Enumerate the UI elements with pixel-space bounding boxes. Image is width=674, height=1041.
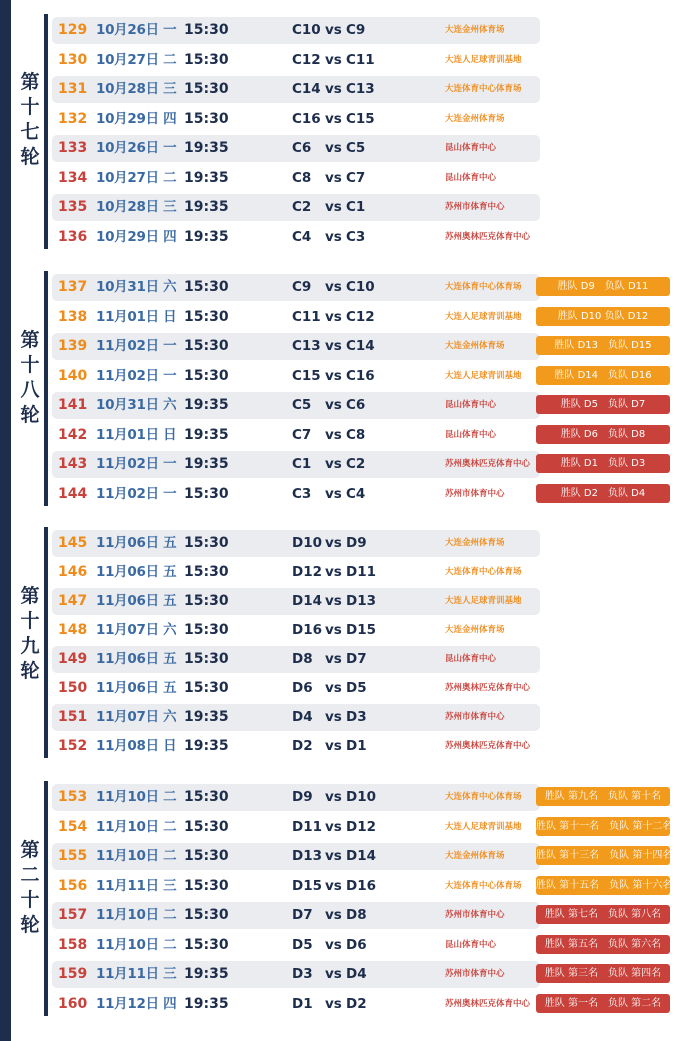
match-row bbox=[52, 450, 674, 478]
venue: 昆山体育中心 bbox=[445, 654, 497, 664]
vs-label: vs bbox=[325, 228, 342, 245]
venue: 苏州市体育中心 bbox=[445, 969, 505, 979]
home-team: C13 bbox=[292, 338, 321, 354]
match-number: 141 bbox=[58, 397, 88, 413]
round-label-char: 第 bbox=[20, 585, 40, 607]
match-date: 11月10日 二 bbox=[96, 789, 177, 805]
away-team: C2 bbox=[346, 456, 366, 472]
venue: 大连金州体育场 bbox=[445, 113, 505, 124]
round-label bbox=[14, 838, 46, 938]
vs-label: vs bbox=[325, 367, 342, 384]
match-date: 10月27日 二 bbox=[96, 51, 177, 68]
round-label-char: 十 bbox=[20, 354, 40, 376]
match-date: 11月12日 四 bbox=[96, 995, 177, 1012]
round-label-char: 轮 bbox=[20, 914, 40, 936]
venue: 昆山体育中心 bbox=[445, 429, 497, 440]
match-row bbox=[52, 105, 674, 133]
match-date: 11月11日 三 bbox=[96, 966, 177, 982]
match-time: 15:30 bbox=[184, 622, 229, 638]
venue: 苏州市体育中心 bbox=[445, 488, 505, 499]
match-date: 10月26日 一 bbox=[96, 140, 177, 156]
match-row bbox=[52, 674, 674, 702]
round-section bbox=[0, 14, 674, 255]
match-time: 19:35 bbox=[184, 397, 229, 413]
home-team: C3 bbox=[292, 485, 312, 502]
home-team: C14 bbox=[292, 81, 321, 97]
venue: 大连人足球青训基地 bbox=[445, 311, 522, 322]
away-team: C9 bbox=[346, 22, 366, 38]
match-row bbox=[52, 391, 674, 419]
match-date: 11月08日 日 bbox=[96, 738, 177, 754]
result-note: 胜队 第一名 负队 第二名 bbox=[536, 994, 670, 1013]
home-team: C9 bbox=[292, 279, 312, 295]
match-time: 15:30 bbox=[184, 51, 229, 68]
vs-label: vs bbox=[325, 51, 342, 68]
match-number: 158 bbox=[58, 936, 88, 953]
match-time: 15:30 bbox=[184, 680, 229, 696]
home-team: D12 bbox=[292, 564, 322, 580]
result-note: 胜队 第九名 负队 第十名 bbox=[536, 787, 670, 806]
vs-label: vs bbox=[325, 818, 342, 835]
round-label bbox=[14, 328, 46, 428]
away-team: D13 bbox=[346, 593, 376, 609]
venue: 苏州奥林匹克体育中心 bbox=[445, 741, 531, 751]
round-label bbox=[14, 584, 46, 684]
away-team: D4 bbox=[346, 966, 367, 982]
result-note: 胜队 第十三名 负队 第十四名 bbox=[536, 846, 670, 865]
venue: 大连金州体育场 bbox=[445, 851, 505, 861]
match-time: 15:30 bbox=[184, 22, 229, 38]
match-number: 154 bbox=[58, 818, 88, 835]
match-time: 15:30 bbox=[184, 535, 229, 551]
vs-label: vs bbox=[325, 279, 342, 295]
match-number: 156 bbox=[58, 877, 88, 894]
match-date: 11月07日 六 bbox=[96, 709, 177, 725]
home-team: C5 bbox=[292, 397, 312, 413]
result-note: 胜队 D2 负队 D4 bbox=[536, 484, 670, 503]
match-number: 159 bbox=[58, 966, 88, 982]
vs-label: vs bbox=[325, 622, 342, 638]
match-date: 11月02日 一 bbox=[96, 456, 177, 472]
match-date: 11月06日 五 bbox=[96, 593, 177, 609]
match-row bbox=[52, 303, 674, 331]
home-team: D1 bbox=[292, 995, 313, 1012]
match-time: 19:35 bbox=[184, 709, 229, 725]
venue: 大连体育中心体育场 bbox=[445, 792, 522, 802]
match-row bbox=[52, 960, 674, 988]
vs-label: vs bbox=[325, 535, 342, 551]
home-team: D7 bbox=[292, 907, 313, 923]
match-number: 129 bbox=[58, 22, 88, 38]
vs-label: vs bbox=[325, 738, 342, 754]
round-label-char: 轮 bbox=[20, 404, 40, 426]
home-team: D5 bbox=[292, 936, 313, 953]
match-time: 19:35 bbox=[184, 169, 229, 186]
away-team: D3 bbox=[346, 709, 367, 725]
match-number: 146 bbox=[58, 564, 88, 580]
vs-label: vs bbox=[325, 877, 342, 894]
venue: 苏州奥林匹克体育中心 bbox=[445, 231, 531, 242]
vs-label: vs bbox=[325, 199, 342, 215]
match-row bbox=[52, 480, 674, 508]
match-number: 136 bbox=[58, 228, 88, 245]
match-date: 11月10日 二 bbox=[96, 907, 177, 923]
away-team: D7 bbox=[346, 651, 367, 667]
match-number: 151 bbox=[58, 709, 88, 725]
match-number: 137 bbox=[58, 279, 88, 295]
match-row bbox=[52, 645, 674, 673]
match-time: 15:30 bbox=[184, 279, 229, 295]
vs-label: vs bbox=[325, 593, 342, 609]
venue: 苏州市体育中心 bbox=[445, 910, 505, 920]
away-team: D6 bbox=[346, 936, 367, 953]
vs-label: vs bbox=[325, 789, 342, 805]
away-team: C16 bbox=[346, 367, 375, 384]
home-team: C12 bbox=[292, 51, 321, 68]
home-team: C10 bbox=[292, 22, 321, 38]
venue: 苏州市体育中心 bbox=[445, 712, 505, 722]
match-date: 10月31日 六 bbox=[96, 397, 177, 413]
result-note: 胜队 D9 负队 D11 bbox=[536, 277, 670, 296]
home-team: D14 bbox=[292, 593, 322, 609]
home-team: D15 bbox=[292, 877, 322, 894]
round-label-char: 第 bbox=[20, 329, 40, 351]
match-number: 140 bbox=[58, 367, 88, 384]
match-number: 132 bbox=[58, 110, 88, 127]
away-team: D5 bbox=[346, 680, 367, 696]
match-time: 15:30 bbox=[184, 848, 229, 864]
vs-label: vs bbox=[325, 81, 342, 97]
home-team: C15 bbox=[292, 367, 321, 384]
match-number: 149 bbox=[58, 651, 88, 667]
vs-label: vs bbox=[325, 308, 342, 325]
match-number: 150 bbox=[58, 680, 88, 696]
home-team: D9 bbox=[292, 789, 313, 805]
away-team: D10 bbox=[346, 789, 376, 805]
match-date: 11月06日 五 bbox=[96, 564, 177, 580]
round-label-char: 十 bbox=[20, 96, 40, 118]
match-row bbox=[52, 783, 674, 811]
venue: 大连体育中心体育场 bbox=[445, 567, 522, 577]
match-number: 139 bbox=[58, 338, 88, 354]
round-section bbox=[0, 527, 674, 764]
round-label-char: 八 bbox=[20, 379, 40, 401]
match-time: 15:30 bbox=[184, 81, 229, 97]
venue: 大连人足球青训基地 bbox=[445, 821, 522, 832]
result-note: 胜队 D13 负队 D15 bbox=[536, 336, 670, 355]
match-row bbox=[52, 529, 674, 557]
away-team: C5 bbox=[346, 140, 366, 156]
result-note: 胜队 D10 负队 D12 bbox=[536, 307, 670, 326]
match-date: 11月07日 六 bbox=[96, 622, 177, 638]
home-team: C4 bbox=[292, 228, 312, 245]
home-team: C6 bbox=[292, 140, 312, 156]
result-note: 胜队 D14 负队 D16 bbox=[536, 366, 670, 385]
match-number: 157 bbox=[58, 907, 88, 923]
round-label-char: 十 bbox=[20, 889, 40, 911]
match-number: 160 bbox=[58, 995, 88, 1012]
match-date: 10月27日 二 bbox=[96, 169, 177, 186]
match-row bbox=[52, 558, 674, 586]
vs-label: vs bbox=[325, 338, 342, 354]
venue: 大连金州体育场 bbox=[445, 625, 505, 635]
match-row bbox=[52, 842, 674, 870]
match-row bbox=[52, 813, 674, 841]
result-note: 胜队 D1 负队 D3 bbox=[536, 454, 670, 473]
away-team: D2 bbox=[346, 995, 367, 1012]
match-row bbox=[52, 872, 674, 900]
away-team: D9 bbox=[346, 535, 367, 551]
result-note: 胜队 第七名 负队 第八名 bbox=[536, 905, 670, 924]
vs-label: vs bbox=[325, 456, 342, 472]
match-number: 144 bbox=[58, 485, 88, 502]
vs-label: vs bbox=[325, 485, 342, 502]
match-time: 19:35 bbox=[184, 738, 229, 754]
vs-label: vs bbox=[325, 22, 342, 38]
match-date: 11月01日 日 bbox=[96, 308, 177, 325]
vs-label: vs bbox=[325, 709, 342, 725]
home-team: C16 bbox=[292, 110, 321, 127]
round-section bbox=[0, 271, 674, 512]
match-row bbox=[52, 164, 674, 192]
venue: 大连体育中心体育场 bbox=[445, 880, 522, 891]
home-team: D16 bbox=[292, 622, 322, 638]
venue: 大连金州体育场 bbox=[445, 25, 505, 35]
home-team: C7 bbox=[292, 426, 312, 443]
match-number: 153 bbox=[58, 789, 88, 805]
venue: 大连人足球青训基地 bbox=[445, 370, 522, 381]
match-date: 10月28日 三 bbox=[96, 81, 177, 97]
match-number: 138 bbox=[58, 308, 88, 325]
match-date: 11月06日 五 bbox=[96, 535, 177, 551]
vs-label: vs bbox=[325, 169, 342, 186]
vs-label: vs bbox=[325, 426, 342, 443]
away-team: C15 bbox=[346, 110, 375, 127]
match-row bbox=[52, 223, 674, 251]
match-date: 11月02日 一 bbox=[96, 367, 177, 384]
vs-label: vs bbox=[325, 651, 342, 667]
match-row bbox=[52, 193, 674, 221]
match-number: 155 bbox=[58, 848, 88, 864]
match-time: 15:30 bbox=[184, 308, 229, 325]
away-team: C8 bbox=[346, 426, 366, 443]
match-time: 15:30 bbox=[184, 367, 229, 384]
away-team: D11 bbox=[346, 564, 376, 580]
match-row bbox=[52, 901, 674, 929]
match-row bbox=[52, 990, 674, 1018]
home-team: D11 bbox=[292, 818, 322, 835]
match-time: 15:30 bbox=[184, 789, 229, 805]
match-row bbox=[52, 703, 674, 731]
match-row bbox=[52, 931, 674, 959]
venue: 大连体育中心体育场 bbox=[445, 84, 522, 94]
venue: 昆山体育中心 bbox=[445, 143, 497, 153]
away-team: C12 bbox=[346, 308, 375, 325]
vs-label: vs bbox=[325, 907, 342, 923]
home-team: C11 bbox=[292, 308, 321, 325]
round-label-char: 轮 bbox=[20, 660, 40, 682]
away-team: C10 bbox=[346, 279, 375, 295]
match-time: 15:30 bbox=[184, 564, 229, 580]
match-date: 11月02日 一 bbox=[96, 338, 177, 354]
away-team: D14 bbox=[346, 848, 376, 864]
round-label-char: 十 bbox=[20, 610, 40, 632]
home-team: D8 bbox=[292, 651, 313, 667]
match-time: 15:30 bbox=[184, 338, 229, 354]
round-section bbox=[0, 781, 674, 1022]
away-team: C3 bbox=[346, 228, 366, 245]
home-team: C1 bbox=[292, 456, 312, 472]
match-row bbox=[52, 587, 674, 615]
home-team: C2 bbox=[292, 199, 312, 215]
result-note: 胜队 第十一名 负队 第十二名 bbox=[536, 817, 670, 836]
match-number: 130 bbox=[58, 51, 88, 68]
venue: 昆山体育中心 bbox=[445, 939, 497, 950]
match-number: 134 bbox=[58, 169, 88, 186]
venue: 大连体育中心体育场 bbox=[445, 282, 522, 292]
home-team: D4 bbox=[292, 709, 313, 725]
away-team: D1 bbox=[346, 738, 367, 754]
vs-label: vs bbox=[325, 397, 342, 413]
away-team: D16 bbox=[346, 877, 376, 894]
match-number: 131 bbox=[58, 81, 88, 97]
venue: 大连金州体育场 bbox=[445, 538, 505, 548]
vs-label: vs bbox=[325, 110, 342, 127]
away-team: C13 bbox=[346, 81, 375, 97]
match-date: 10月28日 三 bbox=[96, 199, 177, 215]
venue: 昆山体育中心 bbox=[445, 172, 497, 183]
match-row bbox=[52, 46, 674, 74]
match-time: 15:30 bbox=[184, 651, 229, 667]
match-number: 142 bbox=[58, 426, 88, 443]
match-number: 143 bbox=[58, 456, 88, 472]
away-team: D12 bbox=[346, 818, 376, 835]
match-time: 19:35 bbox=[184, 199, 229, 215]
match-row bbox=[52, 732, 674, 760]
venue: 苏州奥林匹克体育中心 bbox=[445, 683, 531, 693]
home-team: D6 bbox=[292, 680, 313, 696]
match-date: 10月29日 四 bbox=[96, 110, 177, 127]
match-time: 19:35 bbox=[184, 456, 229, 472]
match-row bbox=[52, 362, 674, 390]
round-label-char: 第 bbox=[20, 839, 40, 861]
home-team: C8 bbox=[292, 169, 312, 186]
match-time: 15:30 bbox=[184, 485, 229, 502]
vs-label: vs bbox=[325, 848, 342, 864]
match-number: 145 bbox=[58, 535, 88, 551]
round-label bbox=[14, 70, 46, 170]
vs-label: vs bbox=[325, 140, 342, 156]
vs-label: vs bbox=[325, 564, 342, 580]
match-time: 19:35 bbox=[184, 140, 229, 156]
round-label-char: 二 bbox=[20, 864, 40, 886]
match-date: 10月26日 一 bbox=[96, 22, 177, 38]
match-row bbox=[52, 273, 674, 301]
match-time: 19:35 bbox=[184, 426, 229, 443]
home-team: D10 bbox=[292, 535, 322, 551]
match-time: 15:30 bbox=[184, 877, 229, 894]
match-number: 147 bbox=[58, 593, 88, 609]
away-team: C1 bbox=[346, 199, 366, 215]
match-row bbox=[52, 616, 674, 644]
home-team: D3 bbox=[292, 966, 313, 982]
away-team: C4 bbox=[346, 485, 366, 502]
match-time: 15:30 bbox=[184, 593, 229, 609]
match-date: 10月29日 四 bbox=[96, 228, 177, 245]
match-date: 11月10日 二 bbox=[96, 818, 177, 835]
venue: 苏州奥林匹克体育中心 bbox=[445, 998, 531, 1009]
match-time: 15:30 bbox=[184, 936, 229, 953]
result-note: 胜队 D6 负队 D8 bbox=[536, 425, 670, 444]
home-team: D13 bbox=[292, 848, 322, 864]
away-team: C14 bbox=[346, 338, 375, 354]
match-date: 11月02日 一 bbox=[96, 485, 177, 502]
vs-label: vs bbox=[325, 936, 342, 953]
away-team: D8 bbox=[346, 907, 367, 923]
result-note: 胜队 第五名 负队 第六名 bbox=[536, 935, 670, 954]
match-time: 19:35 bbox=[184, 966, 229, 982]
venue: 苏州市体育中心 bbox=[445, 202, 505, 212]
match-time: 15:30 bbox=[184, 818, 229, 835]
venue: 苏州奥林匹克体育中心 bbox=[445, 459, 531, 469]
match-time: 19:35 bbox=[184, 228, 229, 245]
match-row bbox=[52, 421, 674, 449]
result-note: 胜队 第三名 负队 第四名 bbox=[536, 964, 670, 983]
result-note: 胜队 第十五名 负队 第十六名 bbox=[536, 876, 670, 895]
match-row bbox=[52, 75, 674, 103]
match-number: 133 bbox=[58, 140, 88, 156]
match-row bbox=[52, 134, 674, 162]
match-date: 11月10日 二 bbox=[96, 848, 177, 864]
round-label-char: 九 bbox=[20, 635, 40, 657]
match-row bbox=[52, 16, 674, 44]
round-label-char: 第 bbox=[20, 71, 40, 93]
match-time: 15:30 bbox=[184, 907, 229, 923]
match-date: 11月01日 日 bbox=[96, 426, 177, 443]
venue: 大连金州体育场 bbox=[445, 341, 505, 351]
match-number: 135 bbox=[58, 199, 88, 215]
vs-label: vs bbox=[325, 680, 342, 696]
match-date: 11月10日 二 bbox=[96, 936, 177, 953]
home-team: D2 bbox=[292, 738, 313, 754]
match-time: 15:30 bbox=[184, 110, 229, 127]
match-time: 19:35 bbox=[184, 995, 229, 1012]
vs-label: vs bbox=[325, 966, 342, 982]
venue: 大连人足球青训基地 bbox=[445, 54, 522, 65]
round-label-char: 轮 bbox=[20, 146, 40, 168]
round-label-char: 七 bbox=[20, 121, 40, 143]
match-number: 152 bbox=[58, 738, 88, 754]
match-date: 11月11日 三 bbox=[96, 877, 177, 894]
match-date: 10月31日 六 bbox=[96, 279, 177, 295]
match-number: 148 bbox=[58, 622, 88, 638]
match-date: 11月06日 五 bbox=[96, 651, 177, 667]
venue: 大连人足球青训基地 bbox=[445, 596, 522, 606]
away-team: C7 bbox=[346, 169, 366, 186]
away-team: D15 bbox=[346, 622, 376, 638]
vs-label: vs bbox=[325, 995, 342, 1012]
away-team: C11 bbox=[346, 51, 375, 68]
result-note: 胜队 D5 负队 D7 bbox=[536, 395, 670, 414]
away-team: C6 bbox=[346, 397, 366, 413]
match-row bbox=[52, 332, 674, 360]
match-date: 11月06日 五 bbox=[96, 680, 177, 696]
venue: 昆山体育中心 bbox=[445, 400, 497, 410]
